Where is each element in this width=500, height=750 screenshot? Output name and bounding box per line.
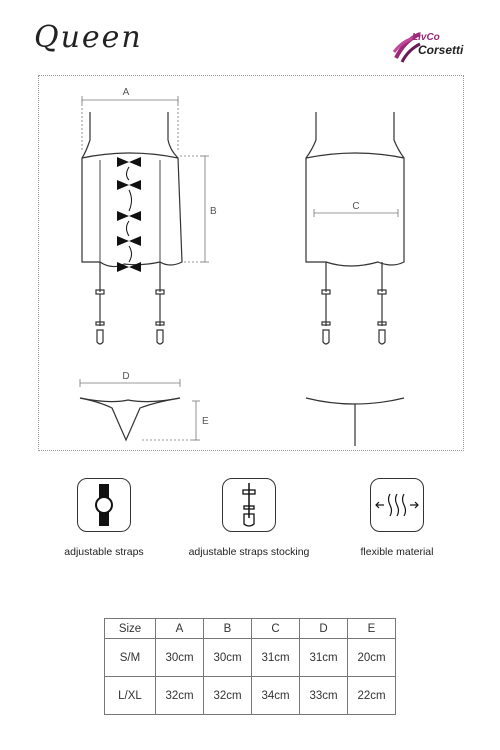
front-corset-drawing [82, 112, 182, 344]
dimension-e-label: E [202, 416, 209, 427]
dimension-e [142, 401, 200, 440]
feature-label: adjustable straps stocking [188, 546, 310, 558]
feature-adjustable-straps [39, 478, 169, 558]
bow-decorations [117, 157, 141, 272]
size-table-cell: 32cm [204, 677, 252, 715]
size-table-cell: 31cm [252, 639, 300, 677]
dimension-d-label: D [122, 371, 130, 382]
size-table-header-cell: E [348, 619, 396, 639]
size-table [104, 618, 396, 715]
dimension-a [82, 96, 178, 150]
size-table-cell: 31cm [300, 639, 348, 677]
size-table-cell: 34cm [252, 677, 300, 715]
product-title: Queen [34, 20, 143, 55]
garter-clip-icon [222, 478, 276, 532]
size-table-header-cell: A [156, 619, 204, 639]
dimension-d [80, 379, 180, 387]
feature-label: flexible material [360, 546, 434, 558]
brand-name-line1: LivCo [412, 32, 440, 43]
dimension-b [180, 156, 209, 262]
size-table-cell: 32cm [156, 677, 204, 715]
back-corset-drawing [306, 112, 404, 344]
back-thong-drawing [306, 398, 404, 446]
feature-label: adjustable straps [64, 546, 144, 558]
size-table-header-cell: C [252, 619, 300, 639]
size-table-cell: 22cm [348, 677, 396, 715]
size-table-cell: S/M [105, 639, 156, 677]
front-thong-drawing [80, 398, 180, 440]
size-table-row [105, 677, 396, 715]
size-table-header-row [105, 619, 396, 639]
size-table-header-cell: Size [105, 619, 156, 639]
size-table-row [105, 639, 396, 677]
stretch-arrows-icon [370, 478, 424, 532]
size-table-header-cell: B [204, 619, 252, 639]
size-table-cell: 20cm [348, 639, 396, 677]
feature-flexible-material [332, 478, 462, 558]
size-table-cell: 30cm [204, 639, 252, 677]
size-table-cell: 33cm [300, 677, 348, 715]
feature-adjustable-straps-stocking [184, 478, 314, 558]
dimension-c-label: C [352, 201, 360, 212]
strap-slider-icon [77, 478, 131, 532]
size-table-header-cell: D [300, 619, 348, 639]
size-table-cell: L/XL [105, 677, 156, 715]
size-table-cell: 30cm [156, 639, 204, 677]
dimension-b-label: B [210, 206, 217, 217]
brand-name-line2: Corsetti [418, 43, 464, 57]
dimension-a-label: A [122, 87, 130, 98]
